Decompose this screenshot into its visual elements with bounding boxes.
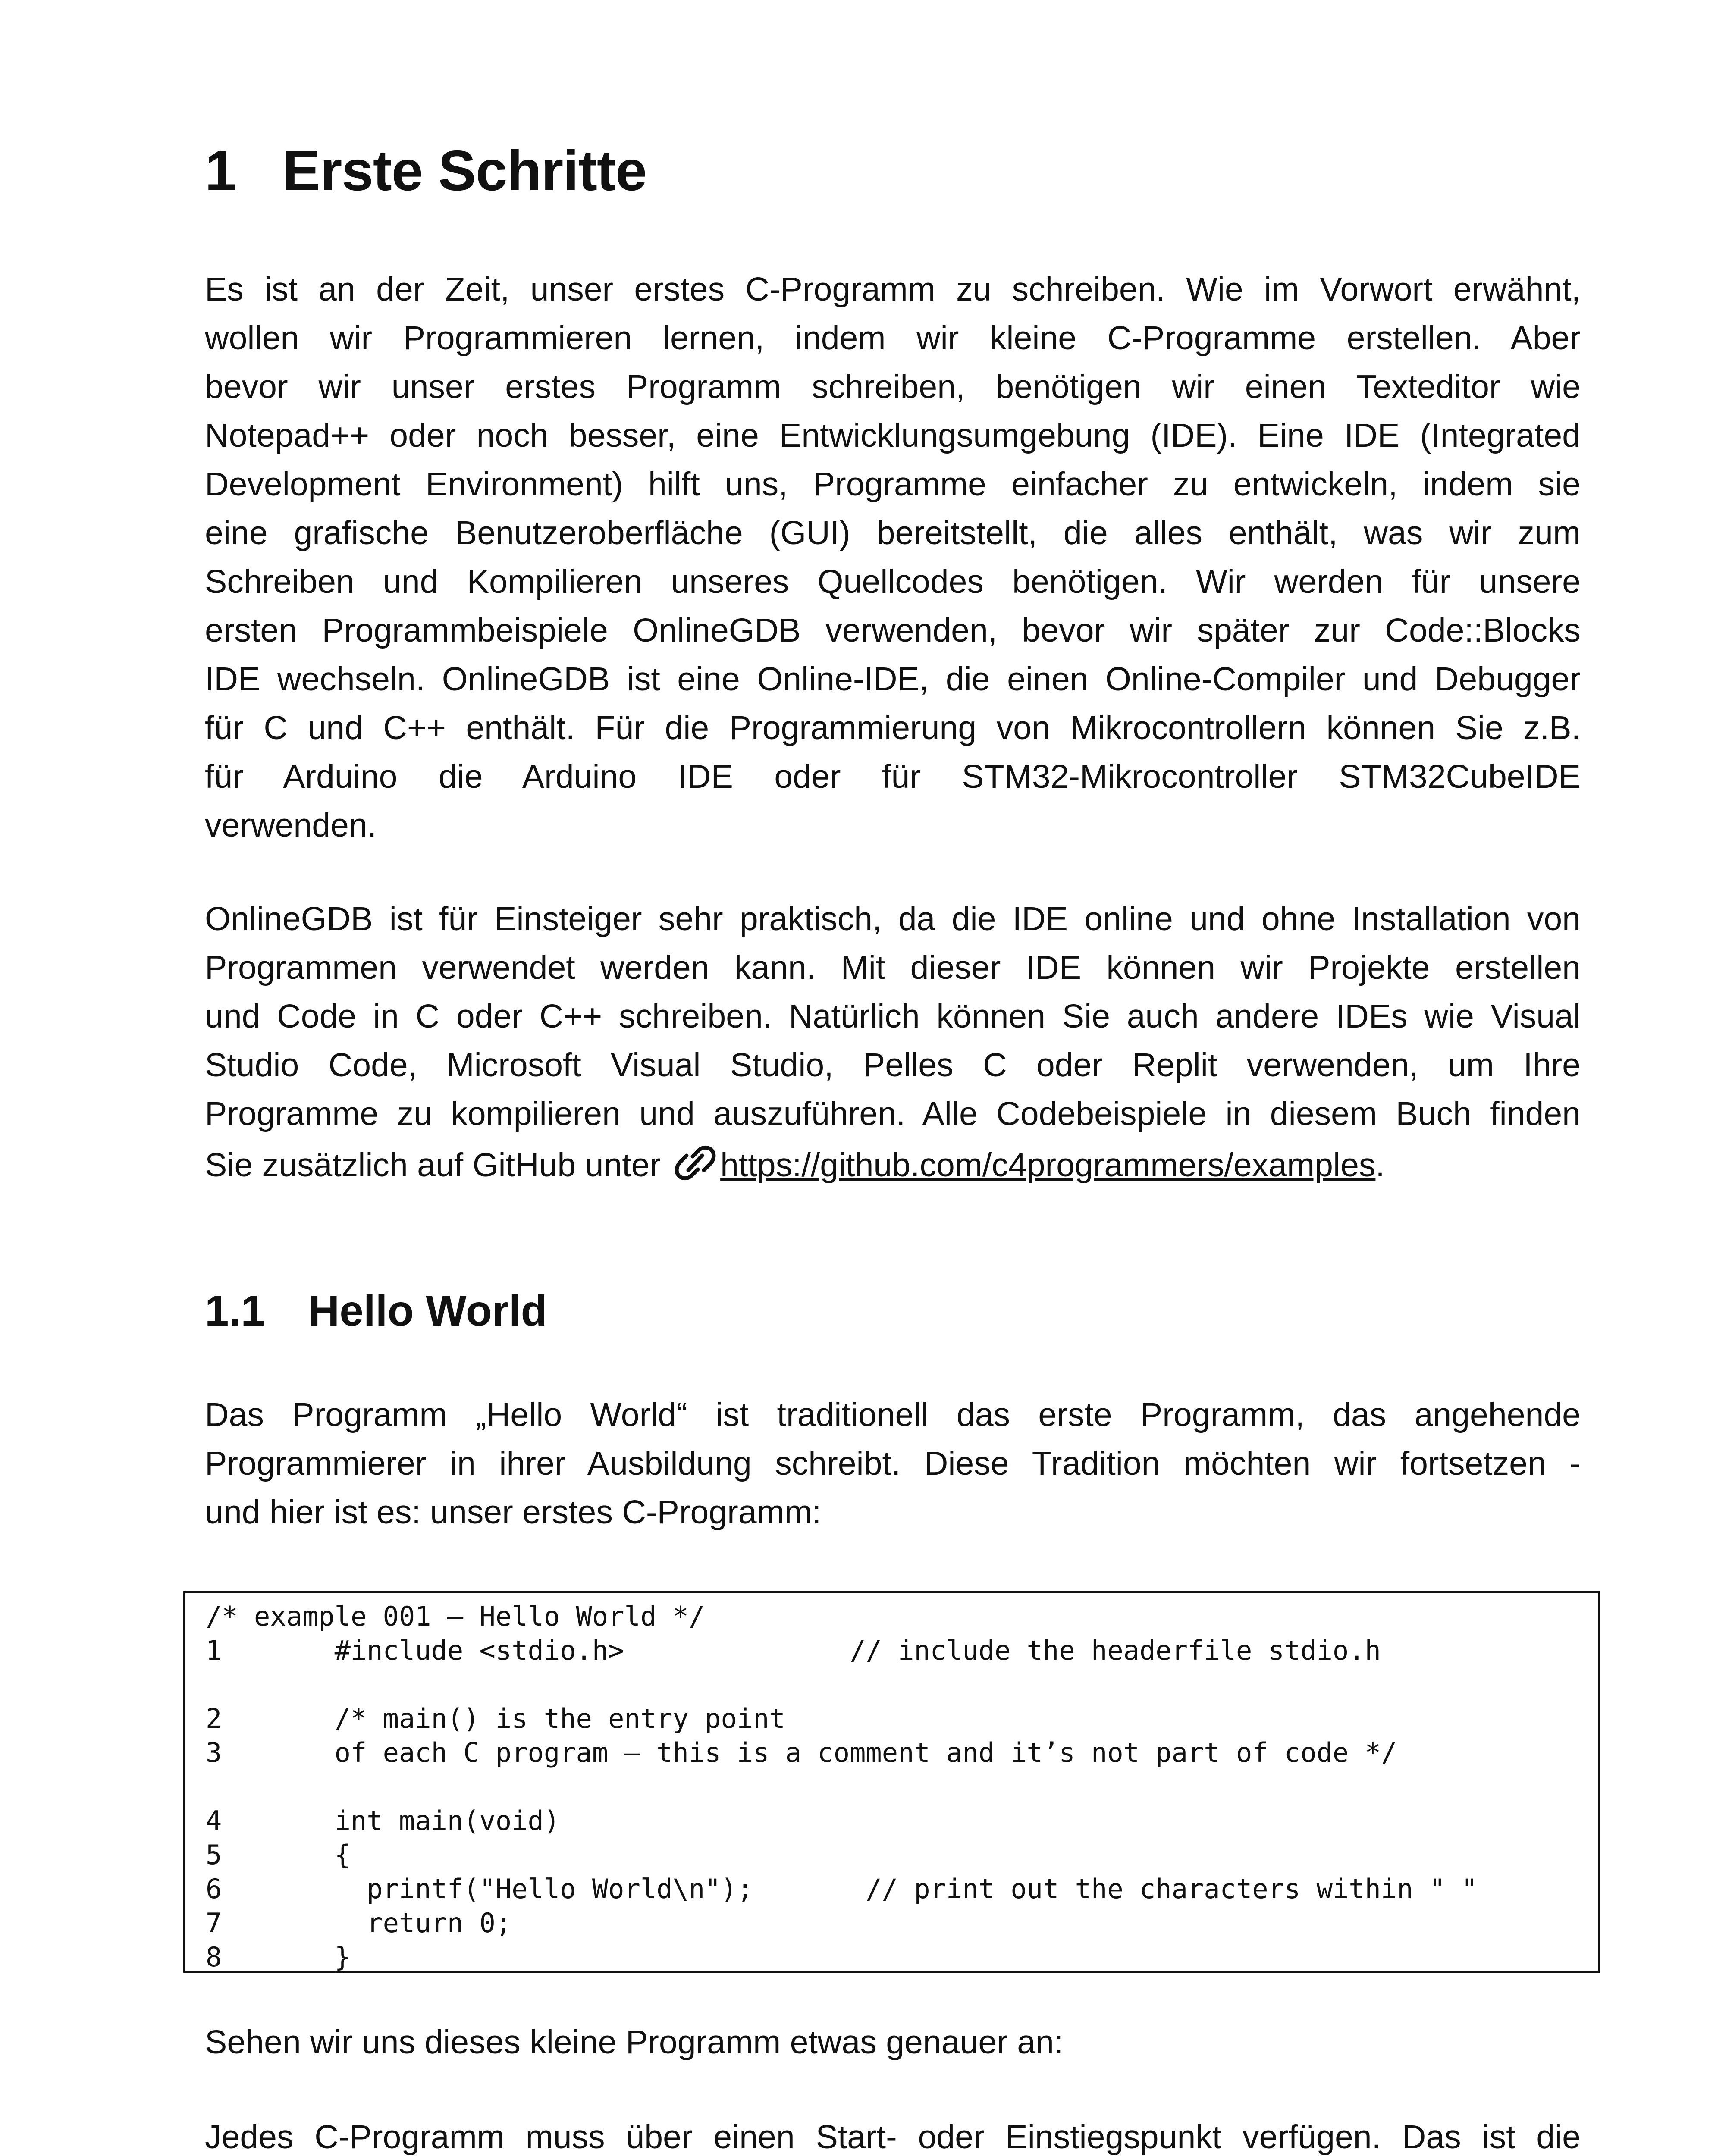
text-line: Schreiben und Kompilieren unseres Quellcodes benötigen. Wir werden für unsere [205, 563, 1581, 600]
hello-paragraph [205, 1391, 1581, 1537]
text-line: Sehen wir uns dieses kleine Programm etwas genauer an: [205, 2024, 1064, 2061]
text-line: wollen wir Programmieren lernen, indem wir kleine C-Programme erstellen. Aber [205, 320, 1581, 357]
code-line: 8 } [206, 1941, 351, 1973]
text-line: Studio Code, Microsoft Visual Studio, Pelles C oder Replit verwenden, um Ihre [205, 1047, 1581, 1084]
closer-look-paragraph [205, 2018, 1581, 2067]
code-line: 2 /* main() is the entry point [206, 1703, 785, 1734]
text-line: eine grafische Benutzeroberfläche (GUI) bereitstellt, die alles enthält, was wir zum [205, 514, 1581, 552]
link-trailing-period: . [1375, 1147, 1385, 1184]
code-line: 4 int main(void) [206, 1805, 560, 1836]
code-blank-line [206, 1667, 1478, 1702]
code-line: /* example 001 – Hello World */ [206, 1601, 705, 1632]
code-line: 1 #include <stdio.h> // include the headerfile stdio.h [206, 1635, 1381, 1666]
code-line: 3 of each C program – this is a comment and it’s not part of code */ [206, 1737, 1397, 1768]
section-title [205, 1287, 547, 1335]
text-line: Das Programm „Hello World“ ist traditionell das erste Programm, das angehende [205, 1396, 1581, 1433]
text-line: Notepad++ oder noch besser, eine Entwicklungsumgebung (IDE). Eine IDE (Integrated [205, 417, 1581, 454]
text-line: ersten Programmbeispiele OnlineGDB verwenden, bevor wir später zur Code::Blocks [205, 612, 1581, 649]
code-block [206, 1599, 1478, 1974]
code-line: 5 { [206, 1839, 351, 1871]
text-line: bevor wir unser erstes Programm schreiben, benötigen wir einen Texteditor wie [205, 368, 1581, 405]
chapter-title-text: Erste Schritte [282, 139, 647, 202]
text-line: OnlineGDB ist für Einsteiger sehr praktisch, da die IDE online und ohne Installation von [205, 900, 1581, 937]
text-line: Development Environment) hilft uns, Programme einfacher zu entwickeln, indem sie [205, 466, 1581, 503]
chapter-number: 1 [205, 139, 236, 202]
github-link[interactable]: https://github.com/c4programmers/examples [720, 1147, 1376, 1184]
main-function-paragraph [205, 2113, 1581, 2156]
text-line: für C und C++ enthält. Für die Programmierung von Mikrocontrollern können Sie z.B. [205, 709, 1581, 746]
code-listing [183, 1591, 1600, 1973]
text-line: Programmierer in ihrer Ausbildung schreibt. Diese Tradition möchten wir fortsetzen - [205, 1445, 1581, 1482]
text-line: Es ist an der Zeit, unser erstes C-Programm zu schreiben. Wie im Vorwort erwähnt, [205, 271, 1581, 308]
code-blank-line [206, 1770, 1478, 1804]
link-icon [674, 1144, 717, 1182]
text-line: Programmen verwendet werden kann. Mit dieser IDE können wir Projekte erstellen [205, 949, 1581, 986]
text-line: Programme zu kompilieren und auszuführen. Alle Codebeispiele in diesem Buch finden [205, 1095, 1581, 1132]
text-line-with-link [205, 1141, 1581, 1190]
link-intro-text: Sie zusätzlich auf GitHub unter [205, 1147, 661, 1184]
code-line: 7 return 0; [206, 1907, 512, 1939]
text-line: für Arduino die Arduino IDE oder für STM32-Mikrocontroller STM32CubeIDE [205, 758, 1581, 795]
text-line: IDE wechseln. OnlineGDB ist eine Online-IDE, die einen Online-Compiler und Debugger [205, 661, 1581, 698]
onlinegdb-paragraph [205, 895, 1581, 1190]
intro-paragraph [205, 265, 1581, 850]
section-number: 1.1 [205, 1287, 265, 1335]
chapter-title [205, 139, 647, 202]
text-line: und hier ist es: unser erstes C-Programm: [205, 1494, 822, 1531]
text-line: verwenden. [205, 807, 377, 844]
section-title-text: Hello World [308, 1287, 547, 1335]
text-line: und Code in C oder C++ schreiben. Natürlich können Sie auch andere IDEs wie Visual [205, 998, 1581, 1035]
text-line: Jedes C-Programm muss über einen Start- oder Einstiegspunkt verfügen. Das ist die [205, 2118, 1581, 2156]
code-line: 6 printf("Hello World\n"); // print out the characters within " " [206, 1873, 1478, 1905]
